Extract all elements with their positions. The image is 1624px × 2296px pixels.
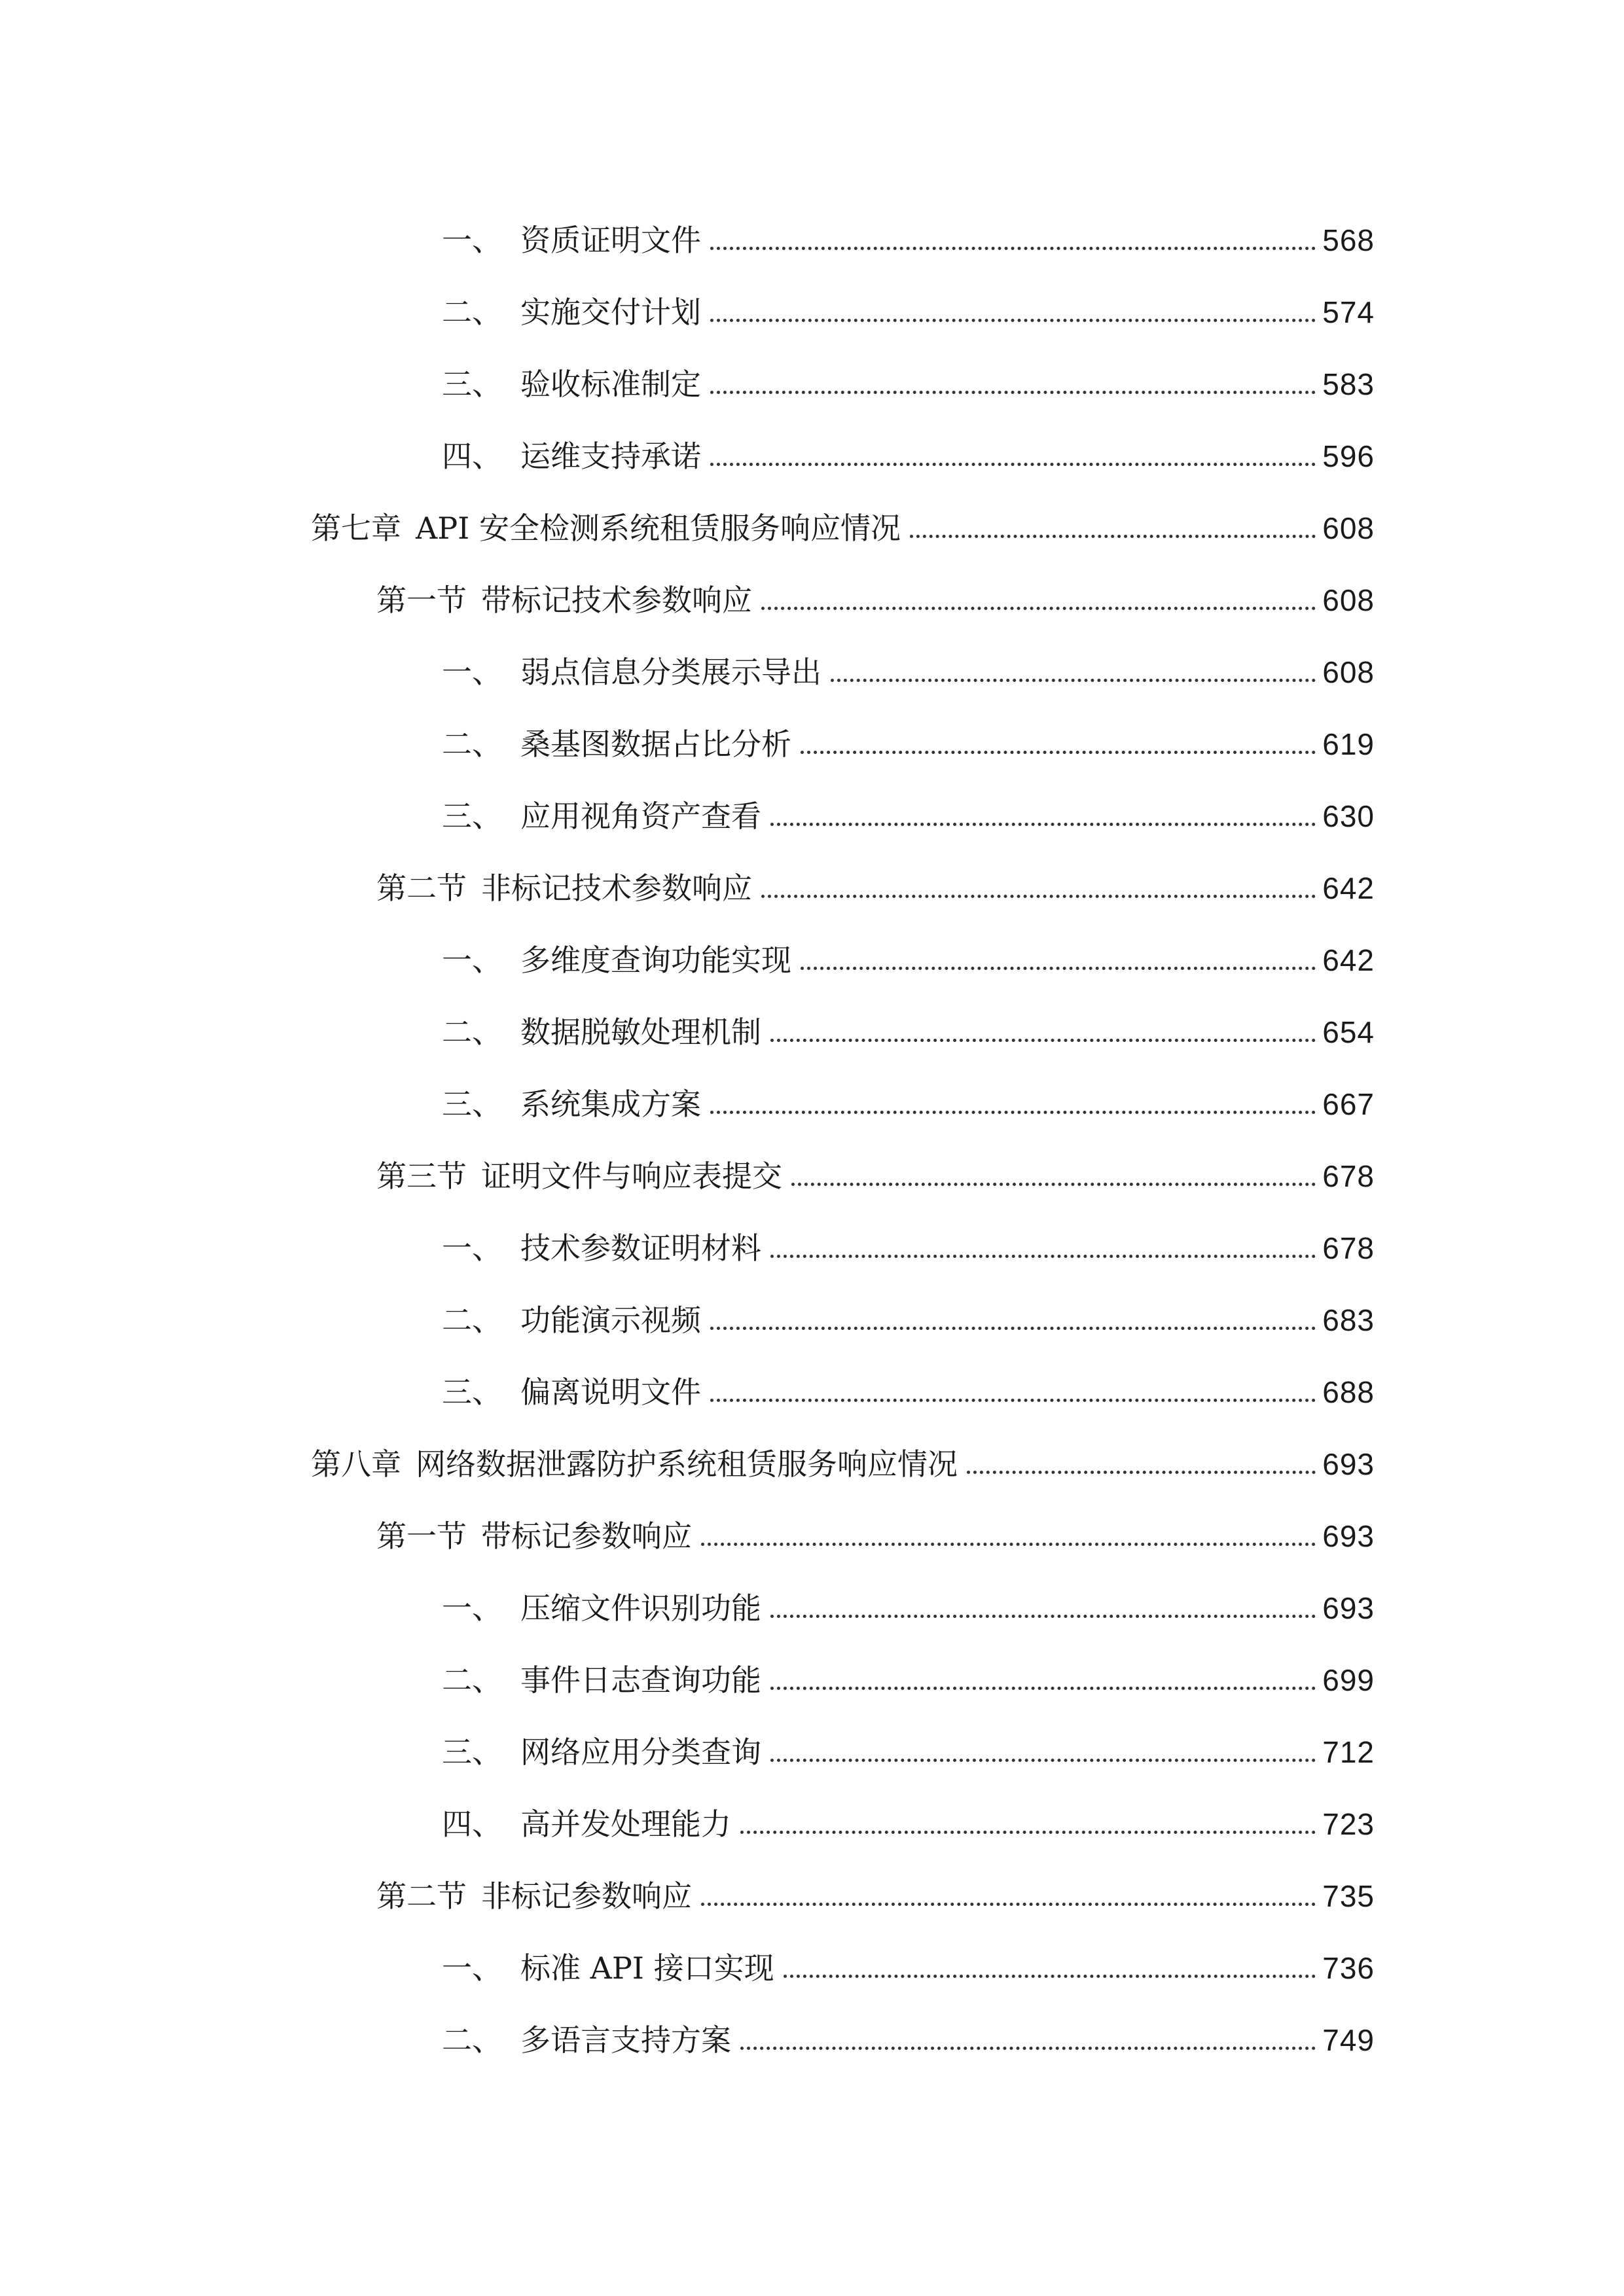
dot-leader	[740, 1831, 1316, 1834]
toc-entry-number: 二、	[442, 2022, 502, 2058]
toc-entry[interactable]	[442, 1996, 1375, 2058]
dot-leader	[761, 607, 1316, 610]
toc-entry-title: 系统集成方案	[520, 1086, 701, 1122]
toc-section-entry[interactable]	[376, 1852, 1375, 1914]
toc-entry-number: 三、	[442, 798, 502, 834]
dot-leader	[801, 967, 1316, 970]
toc-entry-title: 带标记技术参数响应	[481, 583, 752, 618]
toc-section-entry[interactable]	[376, 1492, 1375, 1554]
dot-leader	[770, 823, 1316, 826]
toc-section-entry[interactable]	[376, 1132, 1375, 1194]
toc-entry[interactable]	[442, 1060, 1375, 1122]
toc-entry-number: 第一节	[376, 1518, 467, 1554]
toc-chapter-entry[interactable]	[311, 484, 1375, 546]
dot-leader	[701, 1903, 1316, 1906]
toc-entry-page: 693	[1322, 1447, 1375, 1481]
toc-entry-page: 736	[1322, 1951, 1375, 1985]
toc-entry-number: 三、	[442, 367, 502, 402]
dot-leader	[770, 1255, 1316, 1258]
toc-entry-number: 一、	[442, 655, 502, 690]
toc-entry-number: 一、	[442, 942, 502, 978]
toc-entry-page: 642	[1322, 871, 1375, 905]
dot-leader	[710, 247, 1316, 250]
toc-entry-page: 667	[1322, 1087, 1375, 1121]
toc-entry-title: 带标记参数响应	[481, 1518, 692, 1554]
toc-entry-number: 二、	[442, 1302, 502, 1338]
toc-entry-page: 642	[1322, 943, 1375, 977]
toc-entry-title: 弱点信息分类展示导出	[520, 655, 821, 690]
dot-leader	[770, 1687, 1316, 1690]
toc-entry-title: 标准 API 接口实现	[520, 1950, 774, 1986]
toc-entry[interactable]	[442, 1780, 1375, 1842]
toc-entry[interactable]	[442, 988, 1375, 1050]
dot-leader	[761, 895, 1316, 898]
toc-entry-title: 资质证明文件	[520, 223, 701, 258]
toc-entry-title: 证明文件与响应表提交	[481, 1158, 782, 1194]
toc-entry-number: 一、	[442, 1590, 502, 1626]
toc-entry[interactable]	[442, 628, 1375, 690]
toc-entry-page: 688	[1322, 1375, 1375, 1409]
toc-entry-number: 第一节	[376, 583, 467, 618]
toc-entry[interactable]	[442, 412, 1375, 474]
toc-entry-number: 二、	[442, 295, 502, 330]
toc-entry-page: 723	[1322, 1807, 1375, 1841]
toc-entry[interactable]	[442, 1276, 1375, 1338]
toc-entry-number: 第七章	[311, 511, 401, 546]
toc-entry[interactable]	[442, 1636, 1375, 1698]
toc-entry[interactable]	[442, 1204, 1375, 1266]
toc-entry-number: 二、	[442, 1014, 502, 1050]
toc-entry[interactable]	[442, 1564, 1375, 1626]
toc-entry-page: 619	[1322, 727, 1375, 761]
toc-entry-number: 第八章	[311, 1446, 401, 1482]
toc-entry[interactable]	[442, 700, 1375, 762]
toc-entry-title: 网络应用分类查询	[520, 1734, 761, 1770]
toc-entry-title: 桑基图数据占比分析	[520, 726, 791, 762]
dot-leader	[710, 319, 1316, 322]
dot-leader	[784, 1975, 1316, 1978]
toc-entry-title: 功能演示视频	[520, 1302, 701, 1338]
toc-entry-page: 683	[1322, 1303, 1375, 1337]
toc-entry-title: 网络数据泄露防护系统租赁服务响应情况	[416, 1446, 958, 1482]
toc-entry-title: 实施交付计划	[520, 295, 701, 330]
dot-leader	[701, 1543, 1316, 1546]
toc-entry-title: 多语言支持方案	[520, 2022, 731, 2058]
toc-entry[interactable]	[442, 1708, 1375, 1770]
toc-entry-title: 高并发处理能力	[520, 1806, 731, 1842]
toc-entry-title: 运维支持承诺	[520, 439, 701, 474]
toc-entry-page: 693	[1322, 1591, 1375, 1625]
toc-entry-page: 678	[1322, 1159, 1375, 1193]
toc-entry-number: 第三节	[376, 1158, 467, 1194]
toc-entry-title: 多维度查询功能实现	[520, 942, 791, 978]
toc-entry[interactable]	[442, 772, 1375, 834]
toc-entry-title: 应用视角资产查看	[520, 798, 761, 834]
toc-section-entry[interactable]	[376, 844, 1375, 906]
toc-entry-page: 568	[1322, 223, 1375, 257]
toc-entry-page: 693	[1322, 1519, 1375, 1553]
toc-entry[interactable]	[442, 268, 1375, 330]
toc-entry-page: 630	[1322, 799, 1375, 833]
toc-entry-title: 偏离说明文件	[520, 1374, 701, 1410]
toc-entry-number: 一、	[442, 1950, 502, 1986]
toc-entry-page: 712	[1322, 1735, 1375, 1769]
toc-entry-number: 二、	[442, 1662, 502, 1698]
toc-entry-number: 四、	[442, 1806, 502, 1842]
toc-entry-page: 608	[1322, 511, 1375, 545]
dot-leader	[910, 535, 1316, 538]
toc-entry[interactable]	[442, 916, 1375, 978]
toc-entry-number: 四、	[442, 439, 502, 474]
dot-leader	[740, 2047, 1316, 2050]
toc-entry-page: 654	[1322, 1015, 1375, 1049]
toc-entry-number: 第二节	[376, 870, 467, 906]
toc-entry-title: 验收标准制定	[520, 367, 701, 402]
toc-entry-title: 数据脱敏处理机制	[520, 1014, 761, 1050]
toc-chapter-entry[interactable]	[311, 1420, 1375, 1482]
toc-entry-title: 压缩文件识别功能	[520, 1590, 761, 1626]
dot-leader	[801, 751, 1316, 754]
toc-entry-number: 第二节	[376, 1878, 467, 1914]
toc-entry-title: 事件日志查询功能	[520, 1662, 761, 1698]
toc-entry[interactable]	[442, 196, 1375, 258]
toc-section-entry[interactable]	[376, 556, 1375, 618]
toc-entry-title: API 安全检测系统租赁服务响应情况	[416, 511, 901, 546]
toc-entry-title: 技术参数证明材料	[520, 1230, 761, 1266]
toc-entry[interactable]	[442, 1348, 1375, 1410]
dot-leader	[770, 1615, 1316, 1618]
dot-leader	[710, 1399, 1316, 1402]
toc-entry-number: 三、	[442, 1374, 502, 1410]
toc-entry-number: 一、	[442, 223, 502, 258]
dot-leader	[710, 1327, 1316, 1330]
toc-entry-page: 583	[1322, 367, 1375, 401]
dot-leader	[770, 1759, 1316, 1762]
toc-entry-number: 三、	[442, 1734, 502, 1770]
toc-entry-title: 非标记参数响应	[481, 1878, 692, 1914]
dot-leader	[791, 1183, 1316, 1186]
dot-leader	[710, 463, 1316, 466]
dot-leader	[710, 391, 1316, 394]
dot-leader	[770, 1039, 1316, 1042]
toc-entry-page: 735	[1322, 1879, 1375, 1913]
toc-entry-page: 608	[1322, 583, 1375, 617]
toc-entry-page: 608	[1322, 655, 1375, 689]
toc-entry-page: 749	[1322, 2023, 1375, 2057]
dot-leader	[710, 1111, 1316, 1114]
toc-entry-page: 699	[1322, 1663, 1375, 1697]
toc-entry[interactable]	[442, 340, 1375, 402]
toc-entry-page: 596	[1322, 439, 1375, 473]
dot-leader	[831, 679, 1316, 682]
toc-entry-number: 三、	[442, 1086, 502, 1122]
toc-entry[interactable]	[442, 1924, 1375, 1986]
toc-entry-page: 574	[1322, 295, 1375, 329]
dot-leader	[967, 1471, 1316, 1474]
toc-entry-number: 一、	[442, 1230, 502, 1266]
toc-entry-number: 二、	[442, 726, 502, 762]
toc-entry-page: 678	[1322, 1231, 1375, 1265]
toc-entry-title: 非标记技术参数响应	[481, 870, 752, 906]
